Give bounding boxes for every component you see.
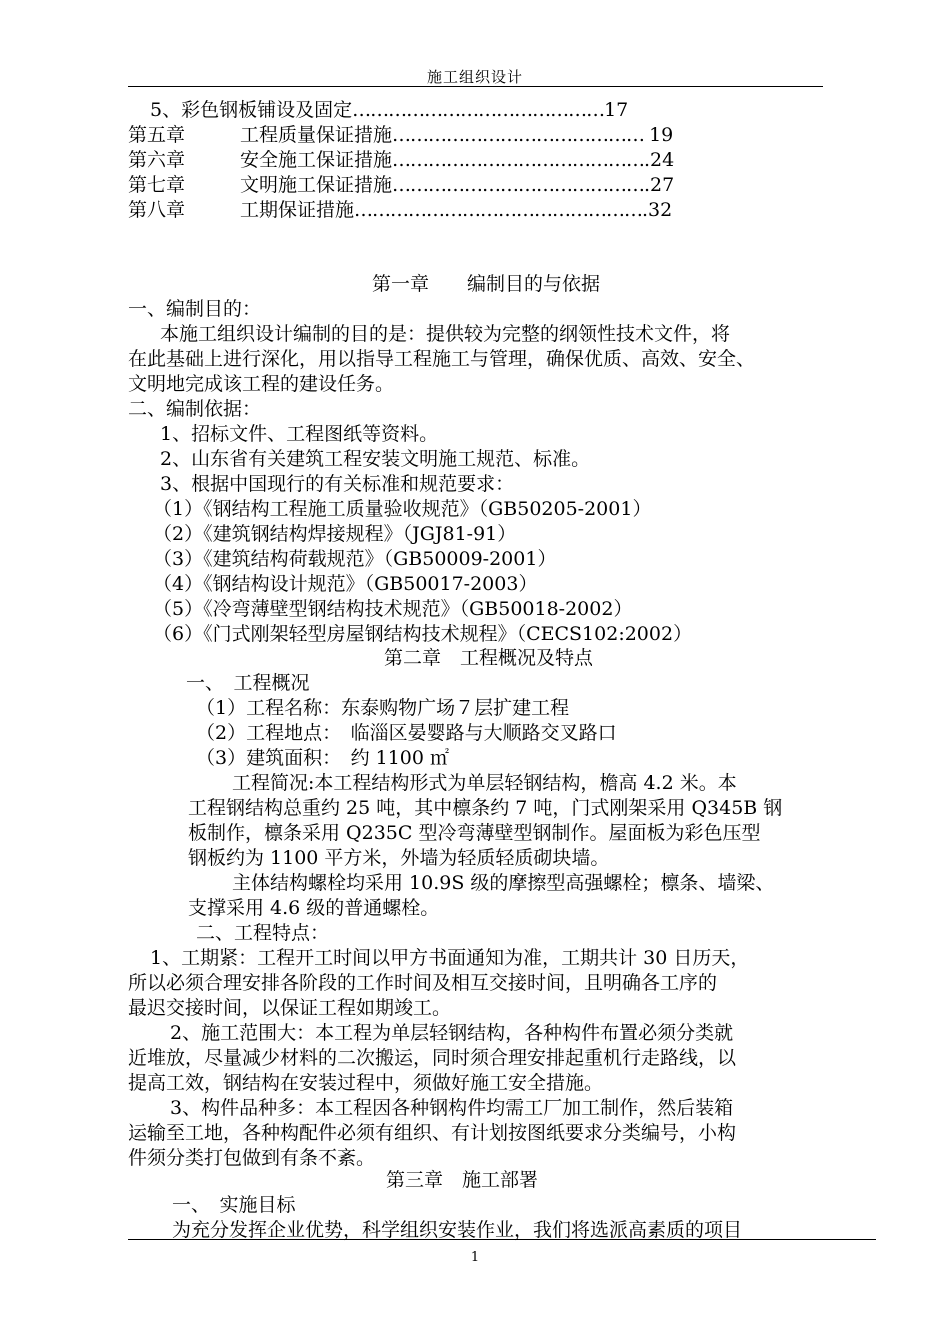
toc-entry-page: .24: [644, 149, 675, 171]
project-name: （1）工程名称：东泰购物广场７层扩建工程: [196, 697, 570, 719]
paragraph-line: 板制作，檩条采用 Q235C 型冷弯薄壁型钢制作。屋面板为彩色压型: [188, 822, 761, 844]
toc-entry-title: 安全施工保证措施: [240, 149, 393, 171]
running-header: 施工组织设计: [426, 68, 523, 86]
toc-entry-3[interactable]: [128, 148, 674, 172]
toc-entry-title: 5、彩色钢板铺设及固定: [150, 99, 353, 121]
list-item: 1、招标文件、工程图纸等资料。: [160, 423, 439, 445]
toc-leader: ……………………………………: [352, 99, 605, 121]
toc-chapter-label: 第七章: [128, 174, 186, 196]
project-site: （2）工程地点： 临淄区晏婴路与大顺路交叉路口: [196, 722, 617, 744]
toc-entry-title: 工期保证措施: [240, 199, 355, 221]
paragraph-line: 最迟交接时间，以保证工程如期竣工。: [128, 997, 452, 1019]
toc-entry-title: 文明施工保证措施: [240, 174, 393, 196]
paragraph-line: 提高工效，钢结构在安装过程中，须做好施工安全措施。: [128, 1072, 604, 1094]
toc-entry-title: 工程质量保证措施: [240, 124, 393, 146]
section-heading: 一、 工程概况: [186, 672, 310, 694]
toc-chapter-label: 第六章: [128, 149, 186, 171]
toc-entry-1[interactable]: [150, 98, 628, 122]
paragraph-line: 主体结构螺栓均采用 10.9S 级的摩擦型高强螺栓；檩条、墙梁、: [232, 872, 775, 894]
footer-rule: [128, 1239, 876, 1240]
paragraph-line: 为充分发挥企业优势，科学组织安装作业，我们将选派高素质的项目: [172, 1219, 743, 1241]
toc-entry-5[interactable]: [128, 198, 672, 222]
paragraph-line: 钢板约为 1100 平方米，外墙为轻质轻质砌块墙。: [188, 847, 610, 869]
paragraph-line: 近堆放，尽量减少材料的二次搬运，同时须合理安排起重机行走路线，以: [128, 1047, 737, 1069]
toc-entry-2[interactable]: [128, 123, 673, 147]
toc-entry-page: 17: [604, 99, 629, 121]
toc-entry-4[interactable]: [128, 173, 674, 197]
paragraph-line: 所以必须合理安排各阶段的工作时间及相互交接时间，且明确各工序的: [128, 972, 718, 994]
paragraph-line: 1、工期紧：工程开工时间以甲方书面通知为准，工期共计 30 日历天，: [150, 947, 750, 969]
section-heading: 一、 实施目标: [172, 1194, 296, 1216]
toc-leader: ……………………………………: [392, 174, 645, 196]
standard-item: （2）《建筑钢结构焊接规程》（JGJ81-91）: [153, 523, 517, 545]
page-number: 1: [470, 1250, 480, 1265]
paragraph-line: 件须分类打包做到有条不紊。: [128, 1147, 376, 1169]
paragraph-line: 本施工组织设计编制的目的是：提供较为完整的纲领性技术文件，将: [160, 323, 731, 345]
standard-item: （3）《建筑结构荷载规范》（GB50009-2001）: [153, 548, 557, 570]
chapter-3-title: 第三章 施工部署: [386, 1169, 539, 1191]
toc-leader: ……………………………………: [392, 149, 645, 171]
paragraph-line: 文明地完成该工程的建设任务。: [128, 373, 395, 395]
section-heading: 二、工程特点：: [196, 922, 330, 944]
toc-chapter-label: 第八章: [128, 199, 186, 221]
toc-entry-page: 19: [649, 124, 674, 146]
list-item: 2、山东省有关建筑工程安装文明施工规范、标准。: [160, 448, 591, 470]
paragraph-line: 支撑采用 4.6 级的普通螺栓。: [188, 897, 440, 919]
toc-leader: ……………………………………: [392, 124, 650, 146]
paragraph-line: 2、施工范围大：本工程为单层轻钢结构，各种构件布置必须分类就: [170, 1022, 734, 1044]
chapter-1-title: 第一章 编制目的与依据: [372, 273, 601, 295]
section-heading: 一、编制目的：: [128, 298, 262, 320]
toc-entry-page: .27: [644, 174, 675, 196]
list-item: 3、根据中国现行的有关标准和规范要求：: [160, 473, 515, 495]
standard-item: （1）《钢结构工程施工质量验收规范》（GB50205-2001）: [153, 498, 652, 520]
chapter-2-title: 第二章 工程概况及特点: [384, 647, 594, 669]
toc-leader: …………………………………………: [354, 199, 643, 221]
standard-item: （6）《门式刚架轻型房屋钢结构技术规程》（CECS102:2002）: [153, 623, 693, 645]
header-rule: [128, 86, 823, 87]
paragraph-line: 工程钢结构总重约 25 吨，其中檩条约 7 吨，门式刚架采用 Q345B 钢: [188, 797, 783, 819]
toc-chapter-label: 第五章: [128, 124, 186, 146]
paragraph-line: 工程简况:本工程结构形式为单层轻钢结构，檐高 4.2 米。本: [232, 772, 737, 794]
standard-item: （4）《钢结构设计规范》（GB50017-2003）: [153, 573, 538, 595]
project-area: （3）建筑面积： 约 1100 ㎡: [196, 747, 450, 769]
toc-entry-page: .32: [642, 199, 673, 221]
standard-item: （5）《冷弯薄壁型钢结构技术规范》（GB50018-2002）: [153, 598, 633, 620]
paragraph-line: 在此基础上进行深化，用以指导工程施工与管理，确保优质、高效、安全、: [128, 348, 756, 370]
paragraph-line: 运输至工地，各种构配件必须有组织、有计划按图纸要求分类编号，小构: [128, 1122, 737, 1144]
paragraph-line: 3、构件品种多：本工程因各种钢构件均需工厂加工制作，然后装箱: [170, 1097, 734, 1119]
section-heading: 二、编制依据：: [128, 398, 262, 420]
